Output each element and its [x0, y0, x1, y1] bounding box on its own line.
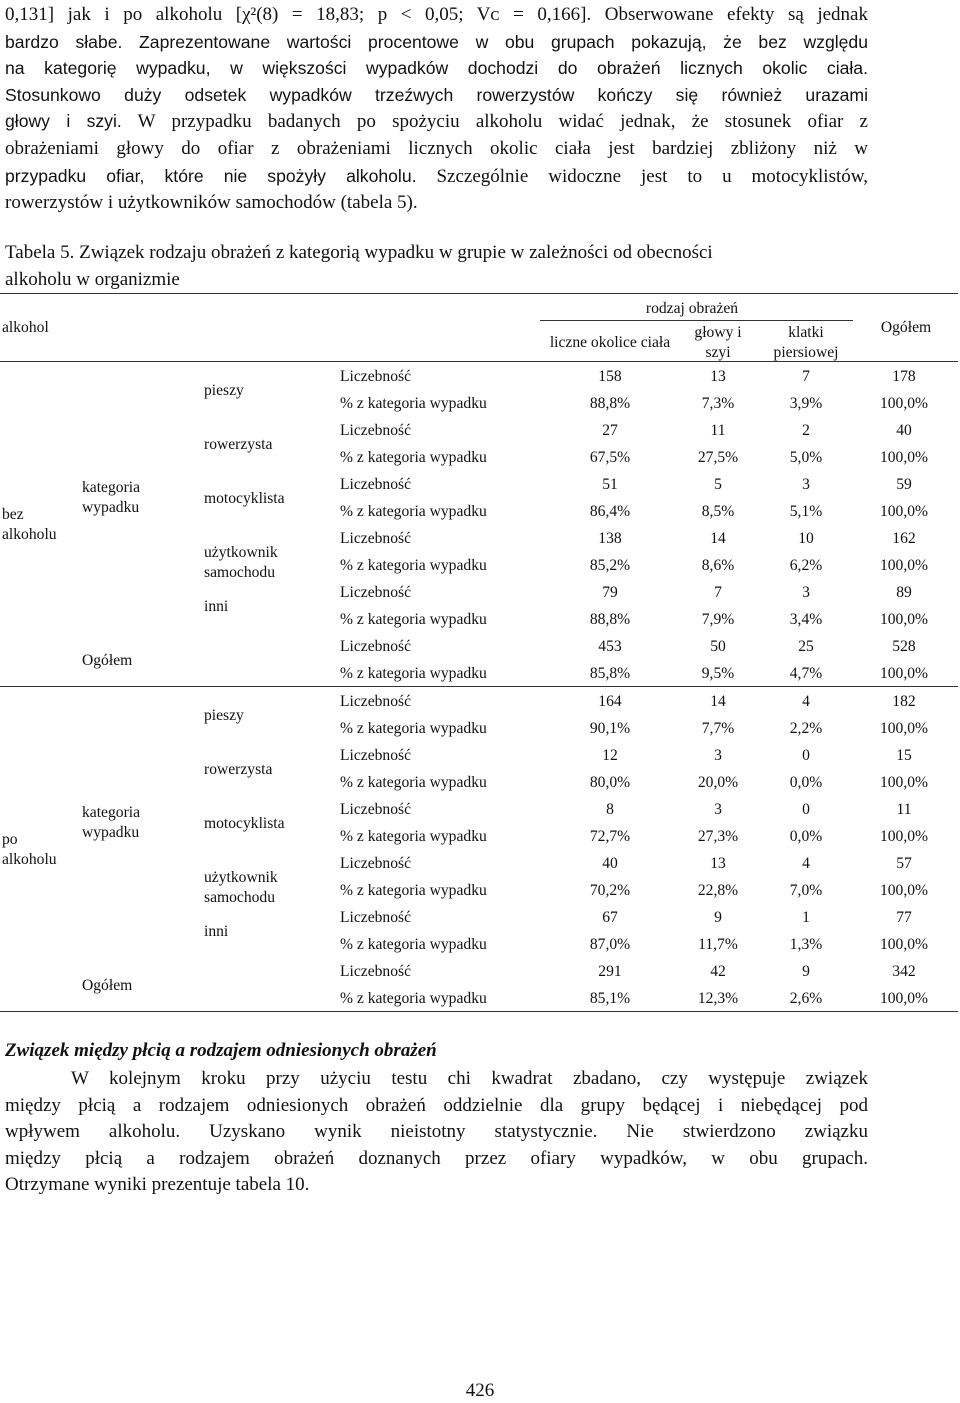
count-value: 2	[802, 422, 810, 439]
count-value: 10	[798, 530, 814, 547]
count-value: 89	[896, 584, 912, 601]
text-line: na kategorię wypadku, w większości wypadków dochodzi do obrażeń licznych okolic ciała.	[5, 58, 868, 79]
category-name: inni	[204, 923, 229, 940]
pct-value: 7,7%	[701, 720, 735, 737]
text-line: bardzo słabe. Zaprezentowane wartości procentowe w obu grupach pokazują, że bez względu	[5, 31, 868, 52]
stat-label-count: Liczebność	[340, 476, 412, 493]
header-alkohol: alkohol	[2, 319, 49, 336]
header-injury-type: rodzaj obrażeń	[645, 300, 739, 317]
pct-value: 100,0%	[879, 990, 929, 1007]
pct-value: 1,3%	[789, 936, 823, 953]
category-name: samochodu	[204, 564, 276, 581]
category-name: pieszy	[204, 382, 244, 399]
caption-line: alkoholu w organizmie	[5, 268, 180, 290]
category-name: motocyklista	[204, 815, 285, 832]
header-col-chest: klatki	[788, 324, 824, 341]
group-total-label: Ogółem	[82, 977, 133, 994]
count-value: 138	[598, 530, 622, 547]
stat-label-pct: % z kategoria wypadku	[340, 503, 487, 520]
pct-value: 90,1%	[589, 720, 631, 737]
text-line: Stosunkowo duży odsetek wypadków trzeźwych rowerzystów kończy się również urazami	[5, 84, 868, 105]
category-name: użytkownik	[204, 544, 278, 561]
category-name: motocyklista	[204, 490, 285, 507]
results-table	[0, 293, 958, 1013]
stat-label-count: Liczebność	[340, 747, 412, 764]
pct-value: 8,6%	[701, 557, 735, 574]
count-value: 342	[892, 963, 916, 980]
count-value: 3	[802, 584, 810, 601]
count-value: 15	[896, 747, 912, 764]
header-col-head: szyi	[705, 344, 731, 361]
category-name: pieszy	[204, 707, 244, 724]
count-value: 57	[896, 855, 912, 872]
header-subrule	[540, 320, 853, 321]
count-value: 453	[598, 638, 622, 655]
pct-value: 88,8%	[589, 611, 631, 628]
pct-value: 86,4%	[589, 503, 631, 520]
count-value: 67	[602, 909, 618, 926]
stat-label-count: Liczebność	[340, 855, 412, 872]
count-value: 4	[802, 693, 810, 710]
count-value: 158	[598, 368, 622, 385]
pct-value: 7,3%	[701, 395, 735, 412]
pct-value: 4,7%	[789, 665, 823, 682]
pct-value: 88,8%	[589, 395, 631, 412]
stat-label-count: Liczebność	[340, 963, 412, 980]
pct-value: 100,0%	[879, 449, 929, 466]
count-value: 11	[710, 422, 726, 439]
pct-value: 87,0%	[589, 936, 631, 953]
text-line: obrażeniami głowy do ofiar z obrażeniami licznych okolic ciała jest bardziej zbliżony niż w	[5, 137, 868, 159]
stat-label-pct: % z kategoria wypadku	[340, 774, 487, 791]
table-caption	[5, 240, 905, 293]
pct-value: 9,5%	[701, 665, 735, 682]
stat-label-pct: % z kategoria wypadku	[340, 936, 487, 953]
count-value: 9	[714, 909, 722, 926]
text-line: między płcią a rodzajem odniesionych obrażeń oddzielnie dla grupy będącej i niebędącej pod	[5, 1094, 868, 1116]
stat-label-pct: % z kategoria wypadku	[340, 828, 487, 845]
stat-label-count: Liczebność	[340, 422, 412, 439]
count-value: 528	[892, 638, 916, 655]
stat-label-pct: % z kategoria wypadku	[340, 557, 487, 574]
stat-label-count: Liczebność	[340, 368, 412, 385]
stat-label-pct: % z kategoria wypadku	[340, 882, 487, 899]
category-name: użytkownik	[204, 869, 278, 886]
text-fragment: W przypadku badanych po spożyciu alkoholu widać jednak, że stosunek ofiar z	[137, 111, 868, 133]
pct-value: 72,7%	[589, 828, 631, 845]
body-paragraph-2	[5, 1066, 868, 1199]
group-label: alkoholu	[2, 851, 57, 868]
pct-value: 85,8%	[589, 665, 631, 682]
count-value: 162	[892, 530, 916, 547]
stat-label-count: Liczebność	[340, 693, 412, 710]
count-value: 7	[714, 584, 722, 601]
pct-value: 67,5%	[589, 449, 631, 466]
pct-value: 100,0%	[879, 774, 929, 791]
pct-value: 8,5%	[701, 503, 735, 520]
pct-value: 2,6%	[789, 990, 823, 1007]
text-fragment: przypadku ofiar, które nie spożyły alkoholu.	[5, 165, 417, 186]
pct-value: 85,2%	[589, 557, 631, 574]
text-line: 0,131] jak i po alkoholu [χ²(8) = 18,83; p < 0,05; Vᴄ = 0,166]. Obserwowane efekty są jednak	[5, 4, 868, 25]
text-line	[5, 163, 868, 191]
count-value: 40	[602, 855, 618, 872]
pct-value: 11,7%	[698, 936, 738, 953]
pct-value: 3,9%	[789, 395, 823, 412]
pct-value: 100,0%	[879, 828, 929, 845]
stat-label-count: Liczebność	[340, 909, 412, 926]
group-label: bez	[2, 506, 24, 523]
count-value: 9	[802, 963, 810, 980]
pct-value: 85,1%	[589, 990, 631, 1007]
pct-value: 6,2%	[789, 557, 823, 574]
category-name: rowerzysta	[204, 761, 273, 778]
count-value: 182	[892, 693, 916, 710]
table-top-rule	[0, 293, 958, 294]
pct-value: 100,0%	[879, 503, 929, 520]
category-label: wypadku	[82, 824, 140, 841]
stat-label-pct: % z kategoria wypadku	[340, 990, 487, 1007]
category-label: kategoria	[82, 804, 141, 821]
pct-value: 2,2%	[789, 720, 823, 737]
pct-value: 80,0%	[589, 774, 631, 791]
count-value: 11	[896, 801, 912, 818]
pct-value: 100,0%	[879, 611, 929, 628]
group-total-label: Ogółem	[82, 652, 133, 669]
count-value: 14	[710, 693, 726, 710]
pct-value: 100,0%	[879, 936, 929, 953]
count-value: 42	[710, 963, 726, 980]
count-value: 25	[798, 638, 814, 655]
count-value: 77	[896, 909, 912, 926]
pct-value: 0,0%	[789, 828, 823, 845]
count-value: 164	[598, 693, 622, 710]
count-value: 3	[802, 476, 810, 493]
stat-label-pct: % z kategoria wypadku	[340, 665, 487, 682]
header-col-total: Ogółem	[880, 319, 932, 336]
pct-value: 100,0%	[879, 882, 929, 899]
pct-value: 7,9%	[701, 611, 735, 628]
count-value: 4	[802, 855, 810, 872]
header-col-head: głowy i	[694, 324, 742, 341]
pct-value: 20,0%	[697, 774, 739, 791]
pct-value: 5,1%	[789, 503, 823, 520]
pct-value: 7,0%	[789, 882, 823, 899]
count-value: 27	[602, 422, 618, 439]
text-fragment: głowy i szyi.	[5, 111, 122, 132]
pct-value: 100,0%	[879, 665, 929, 682]
count-value: 0	[802, 747, 810, 764]
text-line	[5, 108, 868, 136]
pct-value: 70,2%	[589, 882, 631, 899]
page-number: 426	[465, 1380, 495, 1401]
count-value: 13	[710, 368, 726, 385]
category-label: kategoria	[82, 479, 141, 496]
count-value: 50	[710, 638, 726, 655]
category-label: wypadku	[82, 499, 140, 516]
group-separator-rule	[0, 686, 958, 687]
pct-value: 5,0%	[789, 449, 823, 466]
count-value: 178	[892, 368, 916, 385]
pct-value: 3,4%	[789, 611, 823, 628]
count-value: 40	[896, 422, 912, 439]
count-value: 0	[802, 801, 810, 818]
text-line: rowerzystów i użytkowników samochodów (tabela 5).	[5, 192, 418, 214]
header-col-body: liczne okolice ciała	[549, 334, 671, 351]
count-value: 3	[714, 801, 722, 818]
count-value: 3	[714, 747, 722, 764]
table-bottom-rule	[0, 1011, 958, 1012]
caption-line: Tabela 5. Związek rodzaju obrażeń z kategorią wypadku w grupie w zależności od obecności	[5, 242, 713, 263]
count-value: 13	[710, 855, 726, 872]
category-name: samochodu	[204, 889, 276, 906]
count-value: 5	[714, 476, 722, 493]
count-value: 8	[606, 801, 614, 818]
stat-label-pct: % z kategoria wypadku	[340, 449, 487, 466]
header-col-chest: piersiowej	[773, 344, 839, 361]
pct-value: 100,0%	[879, 395, 929, 412]
stat-label-pct: % z kategoria wypadku	[340, 395, 487, 412]
text-line: Otrzymane wyniki prezentuje tabela 10.	[5, 1174, 310, 1196]
stat-label-count: Liczebność	[340, 584, 412, 601]
text-line: W kolejnym kroku przy użyciu testu chi kwadrat zbadano, czy występuje związek	[71, 1068, 868, 1089]
text-fragment: Szczególnie widoczne jest to u motocyklistów,	[436, 165, 868, 187]
count-value: 14	[710, 530, 726, 547]
stat-label-count: Liczebność	[340, 530, 412, 547]
count-value: 7	[802, 368, 810, 385]
stat-label-pct: % z kategoria wypadku	[340, 720, 487, 737]
count-value: 79	[602, 584, 618, 601]
stat-label-count: Liczebność	[340, 801, 412, 818]
pct-value: 22,8%	[697, 882, 739, 899]
pct-value: 12,3%	[697, 990, 739, 1007]
group-label: alkoholu	[2, 526, 57, 543]
count-value: 59	[896, 476, 912, 493]
text-line: wpływem alkoholu. Uzyskano wynik nieistotny statystycznie. Nie stwierdzono związku	[5, 1121, 868, 1143]
group-label: po	[2, 831, 18, 848]
category-name: rowerzysta	[204, 436, 273, 453]
pct-value: 27,5%	[697, 449, 739, 466]
count-value: 51	[602, 476, 618, 493]
pct-value: 27,3%	[697, 828, 739, 845]
stat-label-pct: % z kategoria wypadku	[340, 611, 487, 628]
pct-value: 0,0%	[789, 774, 823, 791]
count-value: 291	[598, 963, 622, 980]
stat-label-count: Liczebność	[340, 638, 412, 655]
body-paragraph-1	[5, 2, 868, 217]
category-name: inni	[204, 598, 229, 615]
section-heading: Związek między płcią a rodzajem odniesionych obrażeń	[5, 1040, 437, 1061]
text-line: między płcią a rodzajem obrażeń doznanych przez ofiary wypadków, w obu grupach.	[5, 1147, 868, 1169]
count-value: 12	[602, 747, 618, 764]
pct-value: 100,0%	[879, 557, 929, 574]
pct-value: 100,0%	[879, 720, 929, 737]
count-value: 1	[802, 909, 810, 926]
